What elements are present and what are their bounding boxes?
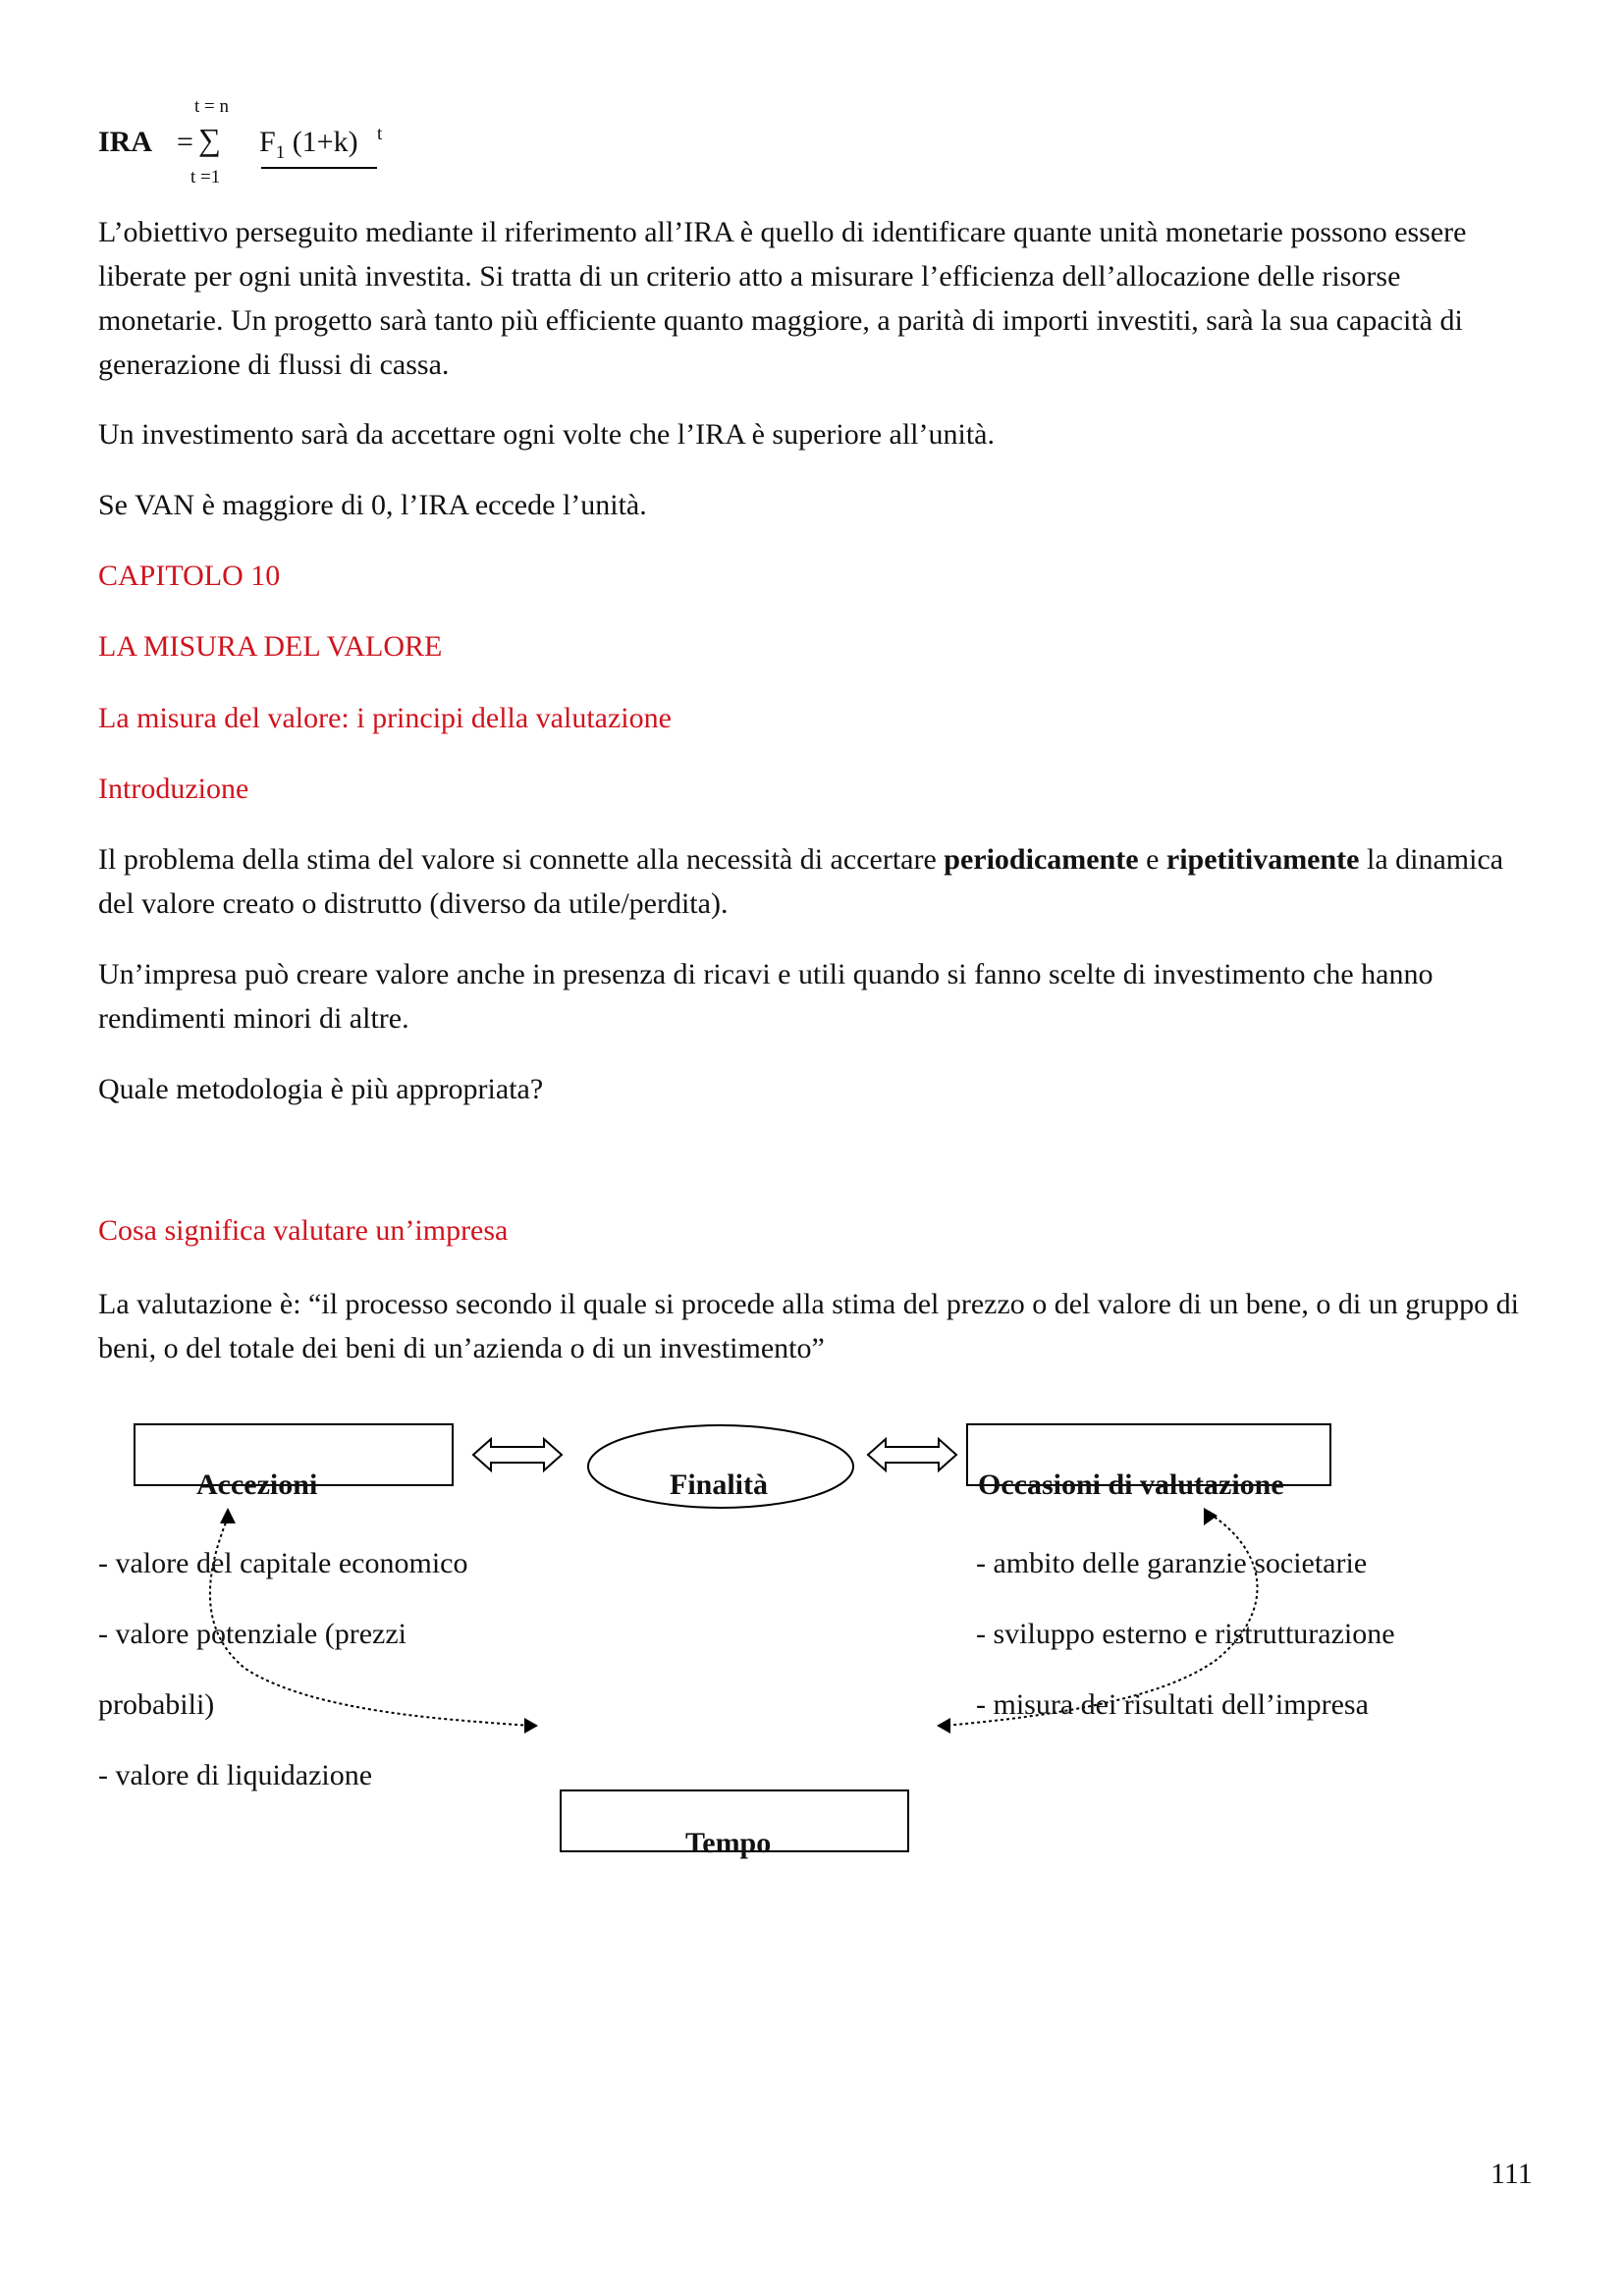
p4-text-2: e xyxy=(1138,843,1166,876)
sum-upper-limit: t = n xyxy=(194,96,229,117)
chapter-heading: CAPITOLO 10 xyxy=(98,560,281,592)
left-item-2: - valore potenziale (prezzi xyxy=(98,1618,406,1650)
p4-text-3: la dinamica del valore creato o distrutto (diverso da utile/perdita). xyxy=(98,843,1504,920)
numerator-f: F xyxy=(259,126,276,158)
double-arrow-right xyxy=(868,1439,956,1470)
paragraph-question: Quale metodologia è più appropriata? xyxy=(98,1073,544,1105)
arrowhead-left-right xyxy=(524,1718,538,1734)
left-item-3: probabili) xyxy=(98,1688,215,1721)
paragraph-van: Se VAN è maggiore di 0, l’IRA eccede l’unità. xyxy=(98,489,647,521)
formula-lhs: IRA xyxy=(98,126,153,158)
formula-equals: = xyxy=(177,126,193,158)
paragraph-ira-objective: L’obiettivo perseguito mediante il riferimento all’IRA è quello di identificare quante unità monetarie possono essere liberate per ogni unità investita. Si tratta di un criterio atto a misurare l’efficienza dell’allocazione delle risorse monetarie. Un progetto sarà tanto più efficiente quanto maggiore, a parità di importi investiti, sarà la sua capacità di generazione di flussi di cassa. xyxy=(98,216,1467,381)
occasioni-label: Occasioni di valutazione xyxy=(978,1468,1284,1501)
finalita-label: Finalità xyxy=(670,1468,769,1501)
numerator-sub: 1 xyxy=(275,142,286,163)
numerator-rest: (1+k) xyxy=(292,126,358,158)
paragraph-ira-accept: Un investimento sarà da accettare ogni volte che l’IRA è superiore all’unità. xyxy=(98,418,995,451)
right-item-3: - misura dei risultati dell’impresa xyxy=(976,1688,1369,1721)
formula-exponent: t xyxy=(377,124,383,144)
arrowhead-right-left xyxy=(937,1718,950,1734)
right-item-1: - ambito delle garanzie societarie xyxy=(976,1547,1368,1579)
double-arrow-left xyxy=(473,1439,562,1470)
sum-lower-limit: t =1 xyxy=(190,167,221,187)
right-item-2: - sviluppo esterno e ristrutturazione xyxy=(976,1618,1395,1650)
p4-bold-repetitively: ripetitivamente xyxy=(1165,843,1360,876)
tempo-label: Tempo xyxy=(685,1827,772,1859)
left-item-1: - valore del capitale economico xyxy=(98,1547,468,1579)
page-number: 111 xyxy=(1490,2158,1533,2190)
section-heading-valuation: Cosa significa valutare un’impresa xyxy=(98,1214,509,1247)
p4-text-1: Il problema della stima del valore si connette alla necessità di accertare xyxy=(98,843,945,876)
left-item-4: - valore di liquidazione xyxy=(98,1759,373,1791)
arrowhead-left-up xyxy=(220,1508,236,1523)
arrowhead-right-up xyxy=(1204,1508,1218,1525)
intro-heading: Introduzione xyxy=(98,773,249,805)
paragraph-value-creation: Un’impresa può creare valore anche in presenza di ricavi e utili quando si fanno scelte di investimento che hanno rendimenti minori di altre. xyxy=(98,958,1434,1035)
sigma-symbol: ∑ xyxy=(198,122,221,157)
chapter-title: LA MISURA DEL VALORE xyxy=(98,630,443,663)
p4-bold-periodically: periodicamente xyxy=(944,843,1139,876)
section-subtitle: La misura del valore: i principi della valutazione xyxy=(98,702,672,734)
accezioni-label: Accezioni xyxy=(196,1468,318,1501)
paragraph-valuation-definition: La valutazione è: “il processo secondo il quale si procede alla stima del prezzo o del valore di un bene, o di un gruppo di beni, o del totale dei beni di un’azienda o di un investimento” xyxy=(98,1288,1520,1364)
